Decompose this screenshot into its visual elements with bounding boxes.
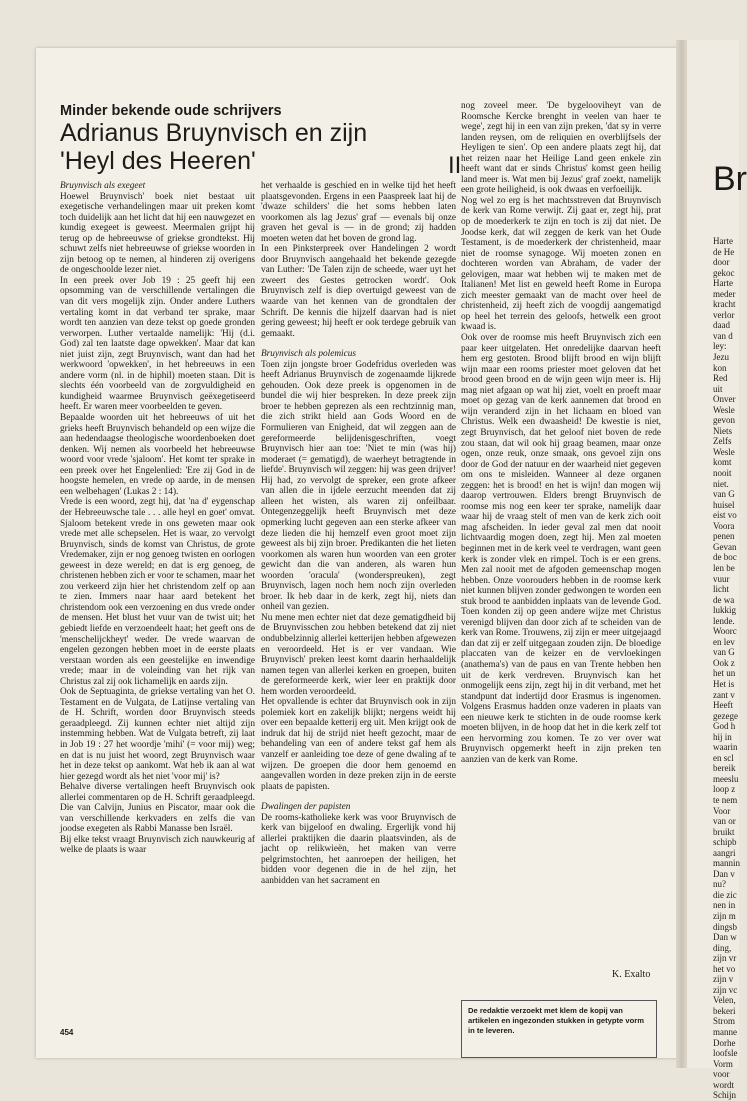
paragraph: Ook de Septuaginta, de griekse vertaling van het O. Testament en de Vulgata, de Latijnse vertaling van de H. Schrift, worden door Bruynvisch steeds geraadpleegd. Zij kunnen echter niet altijd zijn instemming hebben. Wat de Vulgata betreft, zij laat in Job 19 : 27 het woordje 'mihi' (= voor mij) weg; en dat is nu juist het woord, zegt Bruynvisch waar het in deze tekst op aankomt. Wat heb ik aan al wat hier gezegd wordt als het niet 'voor mij' is? (60, 687, 255, 782)
article-title-line2: 'Heyl des Heeren' (60, 147, 256, 175)
next-page-heading: Br (713, 160, 747, 198)
author-signature: K. Exalto (612, 969, 651, 980)
article-column-1 (60, 181, 255, 1026)
subheading: Bruynvisch als polemicus (261, 349, 357, 360)
paragraph: Bij elke tekst vraagt Bruynvisch zich nauwkeurig af welke de plaats is waar (60, 834, 255, 856)
article-kicker: Minder bekende oude schrijvers (60, 103, 282, 119)
paragraph: Hoewel Bruynvisch' boek niet bestaat uit exegetische verhandelingen maar uit preken komt toch duidelijk aan het licht dat hij een nauwgezet en kundig exegeet is geweest. Meermalen grijpt hij terug op de hebreeuwse of griekse grondtekst. Hij schuwt zelfs niet hebreeuwse of griekse woorden in zijn betoog op te nemen, al hinderen zij overigens de ongeschoolde lezer niet. (60, 191, 255, 276)
article-title (60, 119, 367, 175)
subheading: Bruynvisch als exegeet (60, 181, 146, 191)
paragraph: In een Pinksterpreek over Handelingen 2 wordt door Bruynvisch aangehaald het bekende gezegde van Luther: 'De Talen zijn de scheede, waer uyt het zweert des Gestes getrocken wordt'. Ook Bruynvisch zelf is diep overtuigd geweest van de waarde van het kennen van de grondtalen der Schrift. De kennis die hijzelf daarvan had is niet gering geweest; hij heeft er ook terdege gebruik van gemaakt. (261, 244, 456, 339)
page-number: 454 (60, 1028, 74, 1037)
next-page-text-fragments: Harte de He door gekoc Harte meder kracht verlor daad van d ley: Jezu kon Red uit Onver Wesle gevon Niets Zelfs Wesle komt nooit niet. van G huisel eist vo Voora penen Gevan de boc len be vuur licht de wa lukkig lende. Woorc en lev van G Ook z het un Het is zant v Heeft gezege God h hij in waarin en scl bereik meeslu loop z te nem Voor van or bruikt schipb aangri mannin Dan v nu? die zic nen in zijn m dingsb Dan w ding, zijn vr het vo zijn v zijn vc Velen, bekeri Strom manne Dorhe loofsle Vorm voor wordt Schijn (713, 236, 740, 1101)
paragraph: het verhaalde is geschied en in welke tijd het heeft plaatsgevonden. Ergens in een Paaspreek laat hij de 'dwaze schilders' die het soms hebben laten voorkomen als lag Jezus' graf — evenals bij onze graven het geval is — in de grond; zij hadden moeten weten dat het boven de grond lag. (261, 181, 456, 244)
paragraph: Nu mene men echter niet dat deze gematigdheid bij de Bruynvisschen zou hebben betekend dat zij niet ondubbelzinnig allerlei ketterijen hebben afgewezen en veroordeeld. Het is er ver vandaan. Wie Bruynvisch' preken leest komt daarin herhaaldelijk namen tegen van allerlei kerken en groepen, buiten de gereformeerde kerk, wier leer en praktijk door hem worden veroordeeld. (261, 612, 456, 697)
paragraph: Behalve diverse vertalingen heeft Bruynvisch ook allerlei commentaren op de H. Schrift geraadpleegd. Die van Calvijn, Junius en Piscator, maar ook die van verschillende kerkvaders en zelfs die van joodse exegeten als Rabbi Manasse ben Israël. (60, 782, 255, 835)
paragraph: Ook over de roomse mis heeft Bruynvisch zich een paar keer uitgelaten. Het onredelijke daarvan heeft hem erg gestoten. Brood blijft brood en wijn blijft wijn maar een rooms priester moet geloven dat het brood geen brood en de wijn geen wijn meer is. Hij mag niet afgaan op wat hij ziet, voelt en proeft maar moet op gezag van de kerk aannemen dat brood en wijn veranderd zijn in het lichaam en bloed van Christus. Welk een dwaasheid! De kwestie is niet, zegt Bruynvisch, dat het geloof niet boven de rede zou staan, dat wil ook hij graag beamen, maar onze ogen, onze reuk, onze smaak, ons gevoel zijn ons door de God der natuur en der waarheid niet gegeven om ons te misleiden. Wanneer al deze organen zeggen: het is brood! en het is wijn! dan mogen wij daarop vertrouwen. Elders brengt Bruynvisch de roomse mis nog een keer ter sprake, namelijk daar waar hij de vraag stelt of men van de kerk zich ooit mag afscheiden. In ieder geval zal men dat nooit lichtvaardig mogen doen, zegt hij. Men zal moeten beginnen met in de kerk veel te verdragen, want geen kerk is zonder vlek en rimpel. Toch is er een grens. Men zal nooit met de afgoden gemeenschap mogen hebben. Onze voorouders hebben in de roomse kerk niet kunnen blijven zonder gedwongen te worden een stuk brood te aanbidden inplaats van de levende God. Toen konden zij op geen andere wijze met Christus verenigd blijven dan door zich af te scheiden van de kerk van Rome. Trouwens, zij zijn er meer uitgejaagd dan dat zij er zelf uitgegaan zouden zijn. De bloedige placcaten van de keizer en de vervloekingen (anathema's) van de paus en van Trente hebben hen uit de kerk verdreven. Bruynvisch kan het onmogelijk eens zijn, zegt hij in dit verband, met het standpunt dat indertijd door Erasmus is ingenomen. Volgens Erasmus hadden onze vaderen in plaats van een nieuwe kerk te stichten in de oude roomse kerk moeten blijven, in de hoop dat het in die kerk zelf tot een hervorming zou komen. Te zo ver over wat Bruynvisch opgemerkt heeft in zijn preken ten aanzien van de kerk van Rome. (461, 333, 661, 765)
paragraph: nog zoveel meer. 'De bygelooviheyt van de Roomsche Kercke brenght in veelen van haer te wege', zegt hij in een van zijn preken, 'dat sy in verre landen reysen, om de reliquien en overblijfsels der Heyligen te sien'. Op een andere plaats zegt hij, dat het reizen naar het Heilige Land geen enkele zin heeft want dat er sinds Christus' komst geen heilig land meer is. Wat men bij Jezus' graf zoekt, namelijk een grote heiligheid, is ook dwaas en verfoeilijk. (461, 101, 661, 196)
paragraph: Nog wel zo erg is het machtsstreven dat Bruynvisch de kerk van Rome verwijt. Zij gaat er, zegt hij, prat op de moederkerk te zijn en toch is zij dat niet. De Joodse kerk, dat wil zeggen de kerk van het Oude Testament, is de moederkerk der christenheid, maar niet de roomse synagoge. Wij moeten zonen en dochteren worden van Abraham, de vader der gelovigen, maar wat hebben wij te maken met de Italianen! Met list en geweld heeft Rome in Europa zich meester gemaakt van de macht over heel de christenheid, zij heeft zich de voogdij aangematigd op heel het terrein des geloofs, hetwelk een groot kwaad is. (461, 195, 661, 333)
paragraph: Toen zijn jongste broer Godefridus overleden was heeft Adrianus Bruynvisch de zogenaamde lijkrede gehouden. Ook deze preek is opgenomen in de bundel die wij hier bespreken. In deze preek zijn broer te hebben geprezen als een rechtzinnig man, die zich strikt hield aan Gods Woord en de Formulieren van Enigheid, dat wil zeggen aan de gereformeerde belijdenisgeschriften, voegt Bruynvisch hier aan toe: 'Niet te min (was hij) moderaet (= gematigd), de waerheyt betragtende in liefde'. Bruynvisch wil zeggen: hij was geen drijver! Hij had, zo vervolgt de spreker, een grote afkeer van allen die in ijdele eerzucht meenden dat zij alleen het wisten, als waren zij onfeilbaar. Ontegenzeggelijk heeft Bruynvisch met deze opmerking lucht gegeven aan een sterke afkeer van deze lieden die hij hemzelf even groot moet zijn geweest als bij zijn broer. Predikanten die het lieten voorkomen als waren hun woorden van een groter gewicht dan die van anderen, als waren hun woorden 'oracula' (wonderspreuken), zegt Bruynvisch, lagen noch hem noch zijn overleden broer. Ik heb daar in de kerk, zegt hij, niets dan onheil van gezien. (261, 359, 456, 613)
paragraph: Bepaalde woorden uit het hebreeuws of uit het grieks heeft Bruynvisch behandeld op een wijze die aan hedendaagse theologische woordenboeken doet denken. Wij nemen als voorbeeld het hebreeuwse woord voor vrede 'sjaloom'. Het komt ter sprake in een preek over het Engelenlied: 'Ere zij God in de hoogste hemelen, en vrede op aarde, in de mensen een welbehagen' (Lukas 2 : 14). (60, 413, 255, 497)
paragraph: In een preek over Job 19 : 25 geeft hij een opsomming van de verschillende vertalingen die van dit vers mogelijk zijn. Onder andere Luthers vertaling komt in dat verband ter sprake, maar wordt ten aanzien van deze tekst op goede gronden verworpen. Luther vertaalde namelijk: 'Hij (d.i. God) zal ten laatste dage opwekken'. Maar dat kan niet juist zijn, zegt Bruynvisch, want dan had het werkwoord 'opwekken', in het hebreeuws in een andere vorm (nl. in de hiphil) moeten staan. Dit is slechts één voorbeeld van de zorgvuldigheid en kundigheid waarmee Bruynvisch geëxegetiseerd heeft. Er waren meer voorbeelden te geven. (60, 275, 255, 413)
editorial-note-box: De redaktie verzoekt met klem de kopij van artikelen en ingezonden stukken in getypte vorm in te leveren. (461, 1000, 657, 1058)
paragraph: Vrede is een woord, zegt hij, dat 'na d' eygenschap der Hebreeuwsche tale . . . alle heyl en goet' omvat. Sjaloom betekent vrede in ons geweten maar ook vrede met alle schepselen. Het is waar, zo vervolgt Bruynvisch, sinds de komst van Christus, de grote Vredemaker, zijn er nog genoeg twisten en oorlogen geweest in deze wereld; en dat is erg genoeg, de christenen hebben zich er voor te schamen, maar het zou verkeerd zijn hier het christendom zelf op aan te zien. Immers naar haar aard betekent het christendom ook een verzoening en dus vrede onder de mensen. Het blust het vuur van de twist uit; het gebiedt liefde en verzoendeelt haat; het geeft ons de 'menschelijckheyt' weder. De vrede waarvan de engelen gezongen hebben moet in de eerste plaats verstaan worden als een geestelijke en inwendige vrede; maar in de voleinding van het rijk van Christus zal zij ook lichamelijk en aards zijn. (60, 497, 255, 687)
paragraph: De rooms-katholieke kerk was voor Bruynvisch de kerk van bijgeloof en dwaling. Ergerlijk vond hij allerlei praktijken die daarin plaatsvinden, als de jacht op relikwieën, het maken van verre pelgrimstochten, het aanroepen der heiligen, het bidden voor degenen die in de hel zijn, het aanbidden van het sacrament en (261, 812, 456, 886)
article-column-2 (261, 181, 456, 1026)
subheading: Dwalingen der papisten (261, 802, 351, 813)
article-title-line1: Adrianus Bruynvisch en zijn (60, 119, 368, 147)
article-column-3 (461, 101, 661, 951)
part-number: II (448, 152, 462, 179)
next-page-edge (686, 40, 747, 1101)
paragraph: Het opvallende is echter dat Bruynvisch ook in zijn polemiek kort en zakelijk blijkt; nergens weidt hij over een bepaalde ketterij erg uit. Men krijgt ook de indruk dat hij de strijd niet heeft gezocht, maar de behandeling van een of andere tekst gaf hem als vanzelf er aanleiding toe deze of gene dwaling af te wijzen. De groepen die door hem genoemd en aangevallen worden in deze preken zijn in de eerste plaats de papisten. (261, 697, 456, 792)
